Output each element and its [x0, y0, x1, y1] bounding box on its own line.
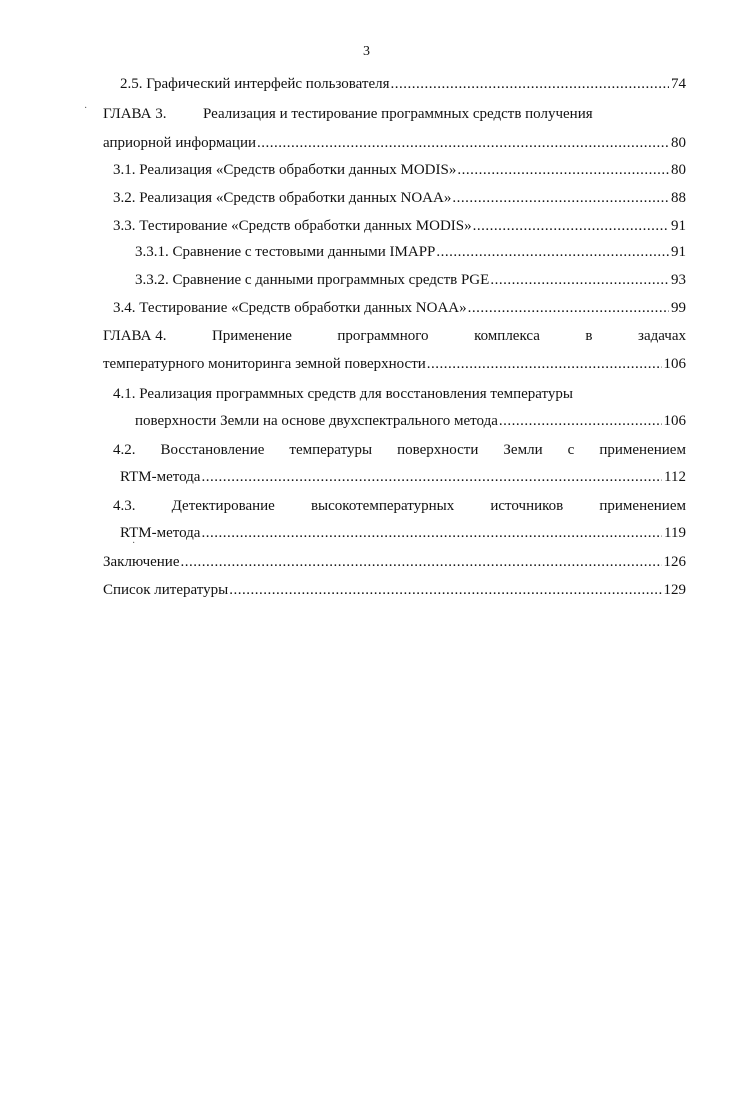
toc-entry-word: высокотемпературных — [310, 498, 455, 514]
page-number: 3 — [363, 44, 370, 59]
toc-chapter-3-heading[interactable] — [103, 104, 686, 124]
toc-entry-3-3-1[interactable] — [135, 242, 686, 262]
dot-leader — [201, 523, 662, 543]
toc-entry-text: 3.3.1. Сравнение с тестовыми данными IMAPP — [135, 244, 436, 260]
toc-page-number: 129 — [663, 582, 686, 598]
chapter-label: ГЛАВА 3. — [103, 106, 167, 122]
toc-page-number: 106 — [663, 413, 686, 429]
toc-entry-text: температурного мониторинга земной поверхности — [103, 356, 426, 372]
toc-entry-text: 3.3. Тестирование «Средств обработки данных MODIS» — [113, 218, 472, 234]
toc-page-number: 80 — [671, 162, 686, 178]
toc-entry-conclusion[interactable] — [103, 552, 686, 572]
toc-entry-4-2-line2[interactable] — [120, 467, 686, 487]
toc-entry-word: Восстановление — [160, 442, 265, 458]
toc-entry-text: RTM-метода — [120, 469, 201, 485]
toc-page-number: 93 — [671, 272, 686, 288]
chapter-title-word: Применение — [211, 328, 292, 344]
dot-leader — [391, 74, 669, 94]
dot-leader — [201, 467, 662, 487]
toc-page-number: 91 — [671, 244, 686, 260]
toc-entry-3-1[interactable] — [113, 160, 686, 180]
toc-entry-3-3[interactable] — [113, 216, 686, 236]
dot-leader — [457, 160, 669, 180]
toc-entry-2-5[interactable] — [120, 74, 686, 94]
chapter-title-word: задачах — [638, 328, 686, 344]
dot-leader — [468, 298, 669, 318]
toc-entry-references[interactable] — [103, 580, 686, 600]
toc-page-number: 74 — [671, 76, 686, 92]
toc-entry-3-3-2[interactable] — [135, 270, 686, 290]
toc-entry-text: Заключение — [103, 554, 180, 570]
toc-entry-word: Детектирование — [171, 498, 275, 514]
scan-speck: · — [132, 538, 136, 549]
chapter-label: ГЛАВА 4. — [103, 328, 167, 344]
toc-page-number: 126 — [663, 554, 686, 570]
toc-entry-text: 3.4. Тестирование «Средств обработки данных NOAA» — [113, 300, 467, 316]
dot-leader — [436, 242, 669, 262]
dot-leader — [499, 411, 662, 431]
toc-entry-text: 3.3.2. Сравнение с данными программных средств PGE — [135, 272, 490, 288]
toc-chapter-4-title-line2[interactable] — [103, 354, 686, 374]
toc-entry-text: априорной информации — [103, 135, 256, 151]
toc-entry-text: RTM-метода — [120, 525, 201, 541]
toc-entry-word: температуры — [289, 442, 373, 458]
toc-entry-word: 4.2. — [113, 442, 136, 458]
toc-entry-word: Земли — [503, 442, 543, 458]
toc-page-number: 80 — [671, 135, 686, 151]
toc-page-number: 119 — [664, 525, 686, 541]
toc-entry-4-3-line2[interactable] — [120, 523, 686, 543]
toc-page-number: 88 — [671, 190, 686, 206]
dot-leader — [257, 133, 669, 153]
toc-entry-text: 4.1. Реализация программных средств для восстановления температуры — [113, 386, 573, 402]
toc-entry-word: применением — [599, 442, 686, 458]
toc-entry-4-1-line2[interactable] — [135, 411, 686, 431]
chapter-title-word: в — [585, 328, 593, 344]
toc-entry-text: 3.1. Реализация «Средств обработки данных MODIS» — [113, 162, 457, 178]
toc-entry-word: поверхности — [397, 442, 479, 458]
toc-entry-word: источников — [490, 498, 564, 514]
toc-entry-word: применением — [599, 498, 686, 514]
chapter-title-word: комплекса — [474, 328, 540, 344]
toc-chapter-3-title-line2[interactable] — [103, 133, 686, 153]
toc-entry-text: 2.5. Графический интерфейс пользователя — [120, 76, 390, 92]
toc-page-number: 91 — [671, 218, 686, 234]
toc-entry-word: с — [567, 442, 575, 458]
dot-leader — [490, 270, 669, 290]
toc-entry-4-3-line1[interactable] — [113, 496, 686, 516]
toc-entry-4-1-line1[interactable] — [113, 384, 686, 404]
toc-entry-4-2-line1[interactable] — [113, 440, 686, 460]
toc-entry-text: поверхности Земли на основе двухспектрального метода — [135, 413, 498, 429]
toc-page-number: 106 — [663, 356, 686, 372]
toc-entry-text: 3.2. Реализация «Средств обработки данных NOAA» — [113, 190, 452, 206]
toc-entry-3-4[interactable] — [113, 298, 686, 318]
dot-leader — [452, 188, 669, 208]
dot-leader — [181, 552, 662, 572]
chapter-title-word: программного — [337, 328, 429, 344]
chapter-title: Реализация и тестирование программных средств получения — [203, 106, 593, 122]
dot-leader — [427, 354, 662, 374]
dot-leader — [229, 580, 661, 600]
dot-leader — [473, 216, 669, 236]
toc-entry-word: 4.3. — [113, 498, 136, 514]
toc-entry-text: Список литературы — [103, 582, 229, 598]
toc-page-number: 112 — [664, 469, 686, 485]
toc-chapter-4-heading[interactable] — [103, 326, 686, 346]
toc-page-number: 99 — [671, 300, 686, 316]
toc-entry-3-2[interactable] — [113, 188, 686, 208]
scan-speck: · — [84, 103, 88, 114]
